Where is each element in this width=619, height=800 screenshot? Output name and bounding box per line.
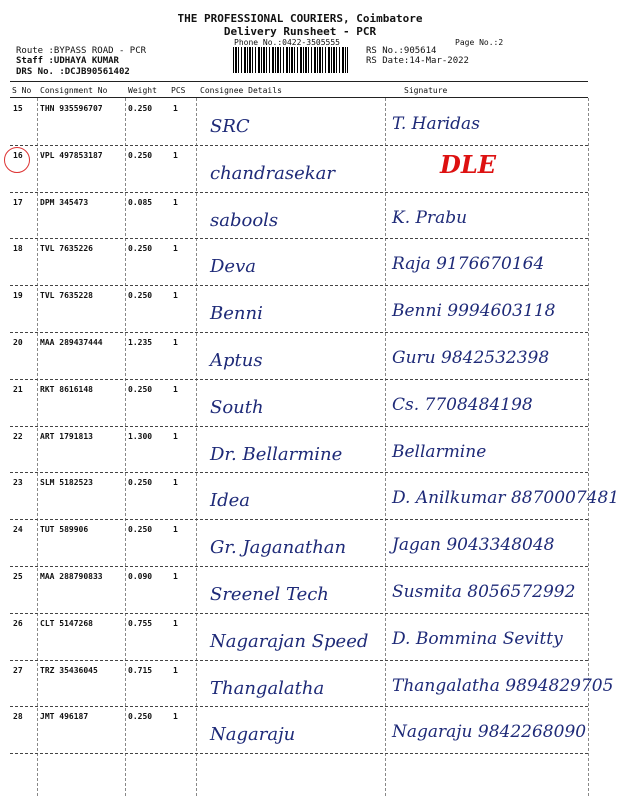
row-consignment-no: MAA 289437444 — [40, 338, 103, 347]
row-consignment-no: CLT 5147268 — [40, 618, 93, 628]
barcode-image — [233, 47, 348, 73]
row-weight: 0.715 — [128, 665, 153, 675]
row-sno: 24 — [13, 525, 23, 535]
row-consignee: sabools — [210, 209, 279, 231]
row-sno: 27 — [13, 665, 23, 675]
row-consignment-no: JMT 496187 — [40, 712, 89, 722]
row-signature: D. Anilkumar 8870007481 — [392, 488, 619, 509]
row-divider — [10, 472, 588, 473]
row-consignment-no: MAA 288790833 — [40, 572, 103, 581]
row-consignee: Idea — [210, 490, 251, 512]
staff-label: Staff :UDHAYA KUMAR — [16, 56, 119, 66]
row-consignee: Aptus — [210, 350, 263, 371]
row-pcs: 1 — [173, 291, 178, 301]
row-consignment-no: ART 1791813 — [40, 431, 93, 441]
row-pcs: 1 — [173, 525, 178, 535]
row-consignee: Benni — [210, 303, 263, 325]
rs-number: RS No.:905614 — [366, 46, 437, 56]
row-signature: Susmita 8056572992 — [392, 582, 576, 602]
row-weight: 0.085 — [128, 197, 153, 207]
row-pcs: 1 — [173, 384, 178, 394]
row-weight: 0.250 — [128, 478, 153, 488]
row-divider — [10, 706, 588, 707]
row-divider — [10, 379, 588, 380]
row-consignment-no: VPL 497853187 — [40, 150, 103, 160]
row-sno: 22 — [13, 431, 23, 441]
row-divider — [10, 285, 588, 286]
col-header-consignee: Consignee Details — [200, 86, 282, 95]
row-consignee: Gr. Jaganathan — [210, 537, 347, 559]
row-sno: 18 — [13, 244, 23, 254]
row-sno: 25 — [13, 572, 23, 581]
row-pcs: 1 — [173, 338, 178, 347]
row-weight: 0.250 — [128, 150, 153, 160]
row-divider — [10, 145, 588, 146]
row-consignment-no: TVL 7635228 — [40, 291, 93, 301]
header-bottom-rule — [10, 97, 588, 98]
row-pcs: 1 — [173, 431, 178, 441]
row-consignment-no: RKT 8616148 — [40, 384, 93, 394]
row-consignee: Deva — [210, 256, 256, 278]
col-divider — [385, 98, 386, 796]
row-pcs: 1 — [173, 150, 178, 160]
row-consignment-no: THN 935596707 — [40, 104, 103, 113]
circled-row-mark — [4, 147, 30, 173]
col-header-signature: Signature — [404, 86, 448, 95]
col-header-pcs: PCS — [171, 86, 186, 95]
col-header-sno: S No — [12, 86, 32, 95]
row-weight: 0.250 — [128, 104, 153, 113]
row-sno: 20 — [13, 338, 23, 347]
rs-date: RS Date:14-Mar-2022 — [366, 56, 469, 66]
row-consignment-no: TRZ 35436045 — [40, 665, 98, 675]
red-initials-mark: DLE — [440, 150, 496, 179]
row-divider — [10, 566, 588, 567]
row-divider — [10, 426, 588, 427]
row-pcs: 1 — [173, 712, 178, 722]
row-divider — [10, 519, 588, 520]
drs-number: DRS No. :DCJB90561402 — [16, 67, 130, 77]
row-divider — [10, 753, 588, 754]
row-consignee: SRC — [210, 116, 250, 137]
phone-number: Phone No.:0422-3505555 — [234, 38, 340, 47]
row-sno: 26 — [13, 618, 23, 628]
row-signature: Thangalatha 9894829705 — [392, 675, 614, 696]
row-signature: Nagaraju 9842268090 — [392, 722, 587, 743]
row-divider — [10, 613, 588, 614]
col-header-consignment: Consignment No — [40, 86, 108, 95]
col-header-weight: Weight — [128, 86, 157, 95]
row-weight: 0.250 — [128, 384, 153, 394]
row-consignee: Dr. Bellarmine — [210, 443, 343, 465]
row-weight: 0.250 — [128, 291, 153, 301]
row-pcs: 1 — [173, 665, 178, 675]
row-signature: Jagan 9043348048 — [392, 535, 555, 556]
row-pcs: 1 — [173, 618, 178, 628]
row-sno: 23 — [13, 478, 23, 488]
row-consignee: chandrasekar — [210, 162, 335, 184]
row-pcs: 1 — [173, 197, 178, 207]
row-signature: Cs. 7708484198 — [392, 394, 533, 415]
row-consignee: Nagaraju — [210, 724, 296, 746]
row-signature: Bellarmine — [392, 441, 487, 462]
row-weight: 1.300 — [128, 431, 153, 441]
route-label: Route :BYPASS ROAD - PCR — [16, 46, 147, 56]
row-sno: 17 — [13, 197, 23, 207]
row-sno: 21 — [13, 384, 23, 394]
row-sno: 28 — [13, 712, 23, 722]
row-consignee: Nagarajan Speed — [210, 630, 369, 652]
col-divider — [125, 98, 126, 796]
runsheet-title: THE PROFESSIONAL COURIERS, Coimbatore — [177, 12, 423, 25]
row-pcs: 1 — [173, 478, 178, 488]
row-consignment-no: TUT 589906 — [40, 525, 89, 535]
row-divider — [10, 192, 588, 193]
row-consignee: Sreenel Tech — [210, 584, 329, 605]
row-sno: 16 — [13, 150, 23, 160]
row-signature: K. Prabu — [392, 207, 468, 228]
page-number: Page No.:2 — [455, 38, 504, 47]
row-signature: Raja 9176670164 — [392, 254, 545, 275]
row-divider — [10, 660, 588, 661]
row-pcs: 1 — [173, 572, 178, 581]
col-divider — [196, 98, 197, 796]
row-consignment-no: SLM 5182523 — [40, 478, 93, 488]
row-divider — [10, 238, 588, 239]
row-weight: 0.755 — [128, 618, 153, 628]
row-pcs: 1 — [173, 104, 178, 113]
row-weight: 0.250 — [128, 525, 153, 535]
runsheet-subtitle: Delivery Runsheet - PCR — [223, 25, 377, 38]
row-signature: D. Bommina Sevitty — [392, 628, 563, 649]
row-consignee: South — [210, 396, 264, 418]
row-sno: 15 — [13, 104, 23, 113]
row-consignee: Thangalatha — [210, 677, 325, 699]
row-divider — [10, 332, 588, 333]
row-signature: Benni 9994603118 — [392, 301, 556, 322]
row-consignment-no: TVL 7635226 — [40, 244, 93, 254]
header-top-rule — [10, 81, 588, 82]
row-signature: T. Haridas — [392, 114, 480, 134]
row-weight: 0.090 — [128, 572, 153, 581]
row-signature: Guru 9842532398 — [392, 348, 550, 368]
row-weight: 1.235 — [128, 338, 153, 347]
row-consignment-no: DPM 345473 — [40, 197, 89, 207]
row-pcs: 1 — [173, 244, 178, 254]
col-divider — [37, 98, 38, 796]
row-sno: 19 — [13, 291, 23, 301]
row-weight: 0.250 — [128, 712, 153, 722]
row-weight: 0.250 — [128, 244, 153, 254]
